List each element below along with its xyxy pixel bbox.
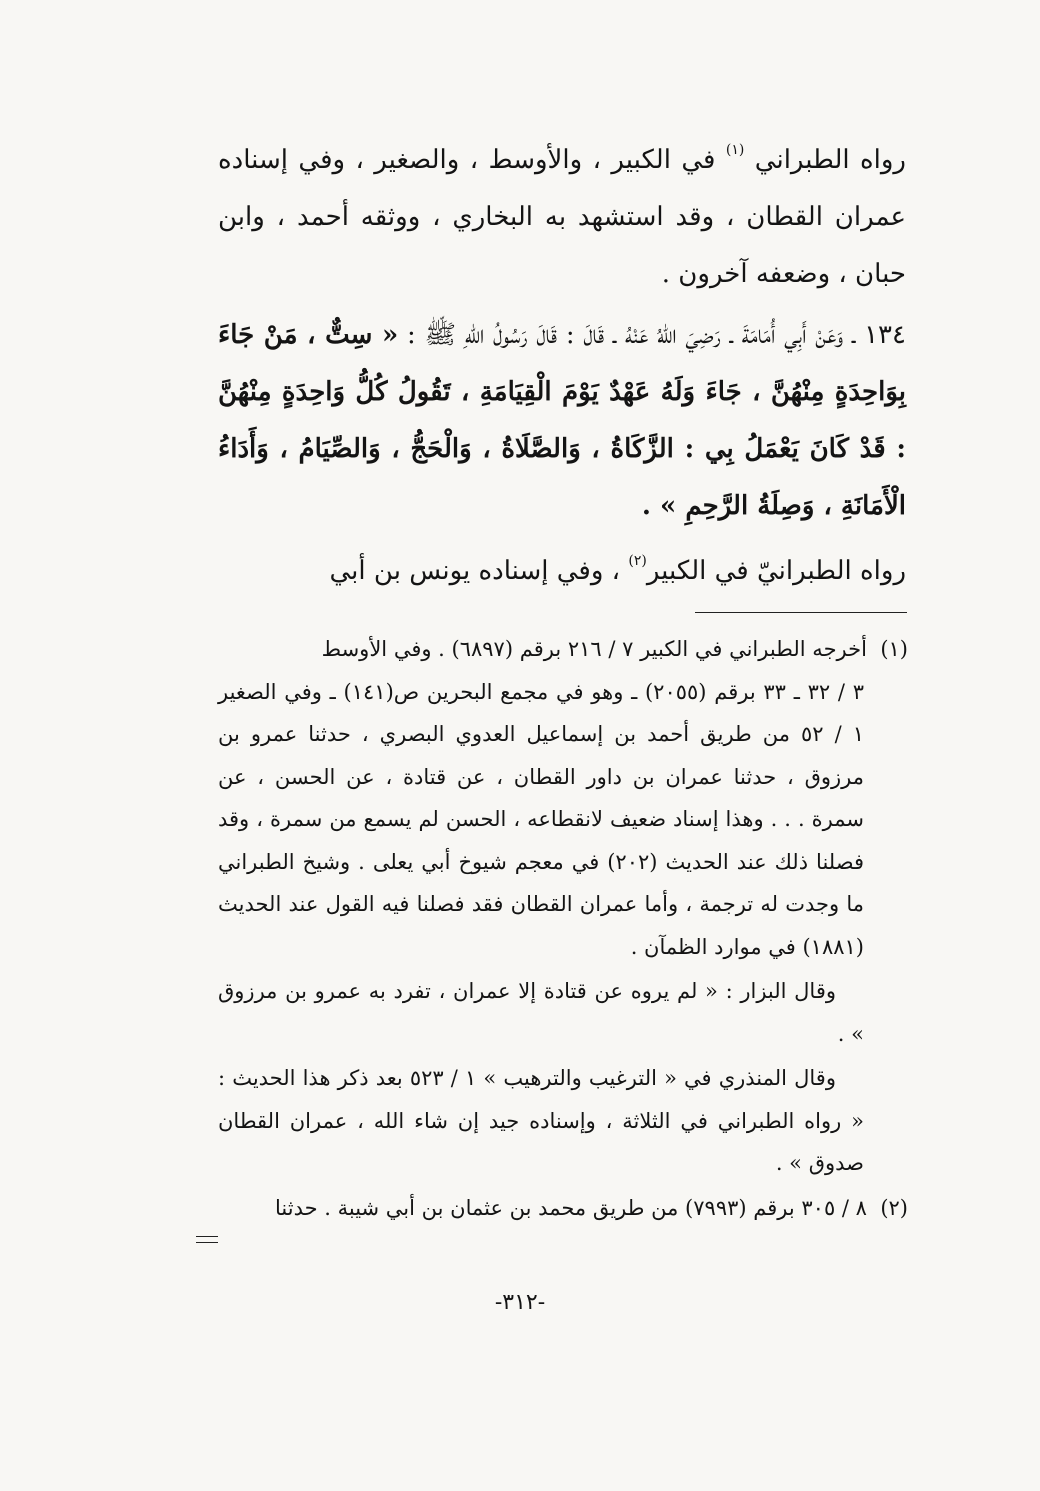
hadith-text: « سِتٌّ ، مَنْ جَاءَ بِوَاحِدَةٍ مِنْهُنَّ ، جَاءَ وَلَهُ عَهْدٌ يَوْمَ الْقِيَامَةِ ، تَقُولُ كُلُّ وَاحِدَةٍ مِنْهُنَّ : قَدْ كَانَ يَعْمَلُ بِي : الزَّكَاةُ ، وَالصَّلَاةُ ، وَالْحَجُّ ، وَالصِّيَامُ ، وَأَدَاءُ الْأَمَانَةِ ، وَصِلَةُ الرَّحِمِ » . [218, 320, 906, 521]
footnote-1-continuation: ٣ / ٣٢ ـ ٣٣ برقم (٢٠٥٥) ـ وهو في مجمع البحرين ص(١٤١) ـ وفي الصغير ١ / ٥٢ من طريق أحمد بن إسماعيل العدوي البصري ، حدثنا عمرو بن مرزوق ، حدثنا عمران بن داور القطان ، عن قتادة ، عن الحسن ، عن سمرة . . . وهذا إسناد ضعيف لانقطاعه ، الحسن لم يسمع من سمرة ، وقد فصلنا ذلك عند الحديث (٢٠٢) في معجم شيوخ أبي يعلى . وشيخ الطبراني ما وجدت له ترجمة ، وأما عمران القطان فقد فصلنا فيه القول عند الحديث (١٨٨١) في موارد الظمآن . [218, 679, 864, 959]
main-text [218, 132, 906, 600]
para2-rest: ، وفي إسناده يونس بن أبي [329, 556, 629, 586]
footnote-1-mundhiri-quote: وقال المنذري في « الترغيب والترهيب » ١ / ٥٢٣ بعد ذكر هذا الحديث : « رواه الطبراني في الثلاثة ، وإسناده جيد إن شاء الله ، عمران القطان صدوق » . [218, 1066, 864, 1175]
hadith-intro: ١٣٤ ـ وَعَنْ أَبِي أُمَامَةَ ـ رَضِيَ اللهُ عَنْهُ ـ قَالَ : قَالَ رَسُولُ اللهِ ﷺ : [398, 320, 906, 350]
page-number: -٣١٢- [494, 1290, 546, 1315]
para2-start: رواه الطبرانيّ في الكبير [646, 556, 906, 586]
paragraph-takhrij-1 [218, 132, 906, 303]
para1-rest: في الكبير ، والأوسط ، والصغير ، وفي إسناده عمران القطان ، وقد استشهد به البخاري ، ووثقه أحمد ، وابن حبان ، وضعفه آخرون . [218, 145, 906, 289]
footnote-2 [218, 1187, 908, 1230]
footnote-1-bazzar-quote: وقال البزار : « لم يروه عن قتادة إلا عمران ، تفرد به عمرو بن مرزوق » . [218, 979, 864, 1046]
footnote-2-label: (٢) [880, 1195, 908, 1220]
footnote-1 [218, 628, 908, 671]
footnote-ref-2[interactable]: (٢) [628, 553, 647, 569]
footnote-1-text: أخرجه الطبراني في الكبير ٧ / ٢١٦ برقم (٦٨٩٧) . وفي الأوسط [321, 637, 867, 661]
hadith-134 [218, 307, 906, 535]
paragraph-takhrij-2 [218, 543, 906, 600]
para1-start: رواه الطبراني [744, 145, 906, 175]
footnote-2-text: ٨ / ٣٠٥ برقم (٧٩٩٣) من طريق محمد بن عثمان بن أبي شيبة . حدثنا [274, 1195, 867, 1220]
continuation-mark [196, 1236, 218, 1243]
footnote-divider [695, 612, 907, 613]
footnote-ref-1[interactable]: (١) [725, 142, 745, 158]
footnote-1-label: (١) [880, 637, 908, 661]
footnotes [218, 628, 908, 1229]
